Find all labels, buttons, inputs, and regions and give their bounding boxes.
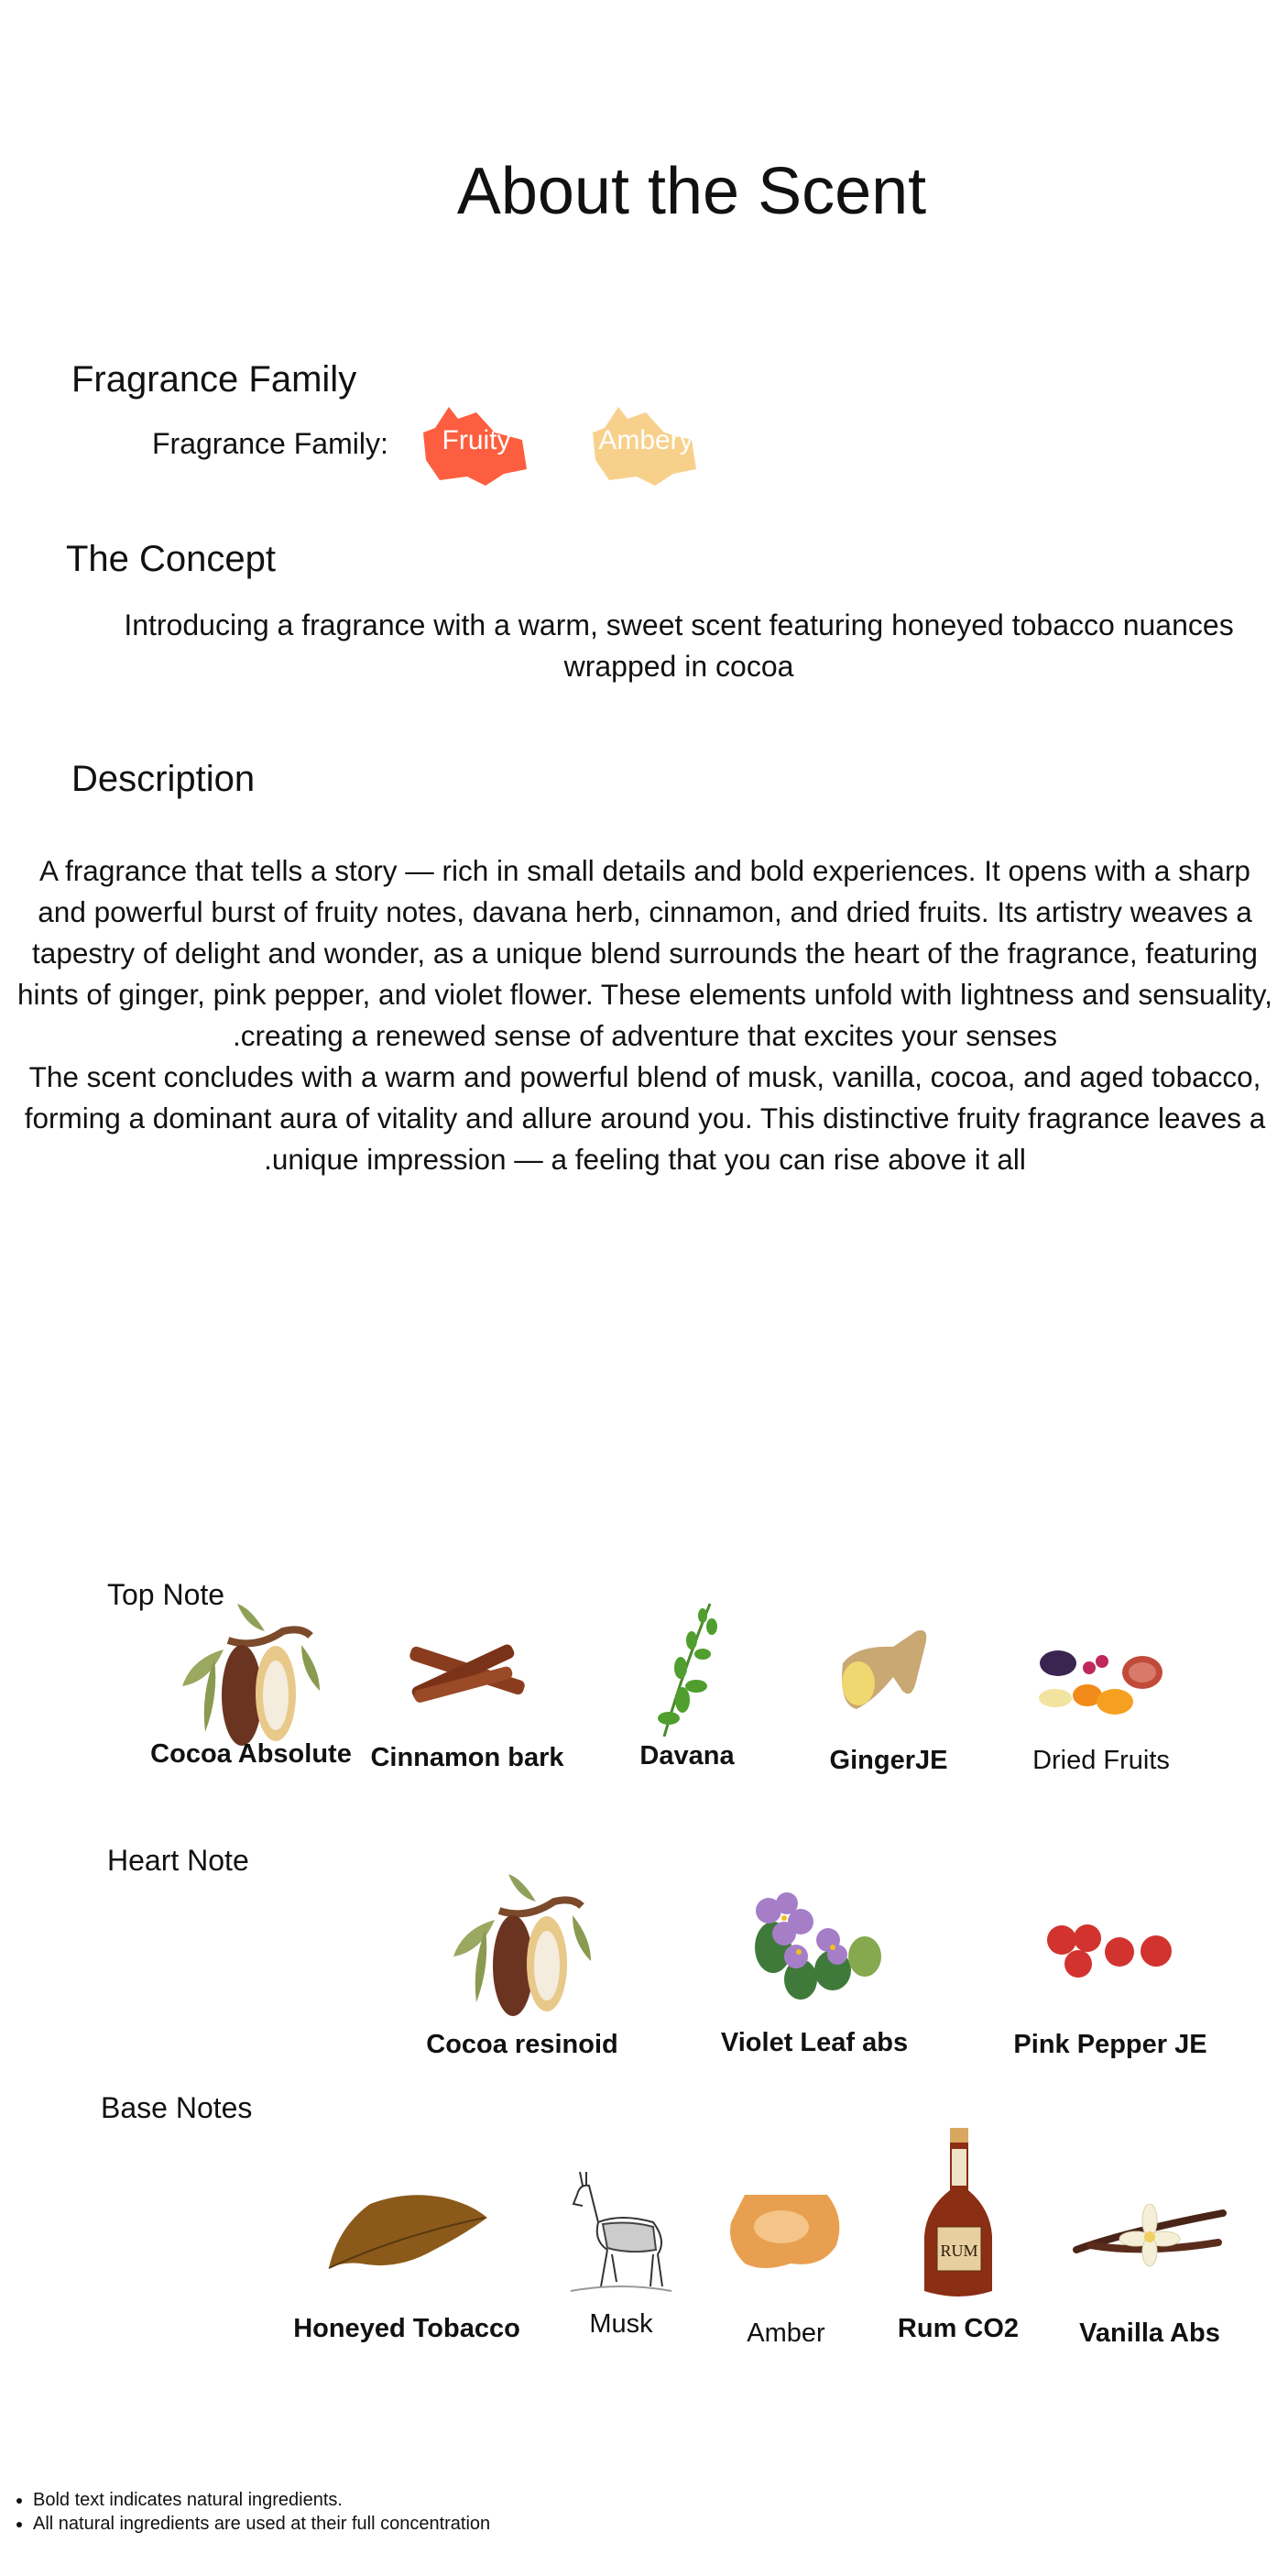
note-item: Honeyed Tobacco <box>297 2190 517 2273</box>
davana-herb-icon <box>646 1599 728 1737</box>
note-item: Cocoa resinoid <box>412 1874 632 2021</box>
tag-ambery: Ambery <box>591 405 701 488</box>
concept-heading: The Concept <box>66 539 277 579</box>
fragrance-family-label: Fragrance Family: <box>152 427 388 460</box>
pink-pepper-icon <box>1042 1920 1179 1984</box>
tag-fruity: Fruity <box>421 405 531 488</box>
footnote: • All natural ingredients are used at their full concentration <box>33 2512 490 2536</box>
note-item: Cinnamon bark <box>357 1631 577 1714</box>
note-item: Vanilla Abs <box>1040 2204 1260 2268</box>
tobacco-leaf-icon <box>324 2190 489 2273</box>
description-text <box>13 850 1277 1180</box>
rum-bottle-icon <box>917 2126 999 2300</box>
base-note-heading: Base Notes <box>101 2091 253 2124</box>
footnote: • Bold text indicates natural ingredients. <box>33 2488 490 2512</box>
description-heading: Description <box>71 759 256 799</box>
description-paragraph: The scent concludes with a warm and powerful blend of musk, vanilla, cocoa, and aged tobacco, forming a dominant aura of vitality and allure around you. This distinctive fruity fragrance leaves a unique impression — a feeling that you can rise above it all. <box>24 1060 1266 1176</box>
rum-label-text: RUM <box>940 2242 978 2260</box>
dried-fruits-icon <box>1032 1645 1170 1718</box>
note-item: Cocoa Absolute <box>141 1604 361 1750</box>
amber-stone-icon <box>726 2190 846 2273</box>
musk-deer-icon <box>566 2167 676 2296</box>
note-item: Amber <box>676 2190 896 2273</box>
note-item: Violet Leaf abs <box>704 1883 924 2002</box>
violet-flower-icon <box>746 1883 883 2002</box>
vanilla-icon <box>1072 2204 1228 2268</box>
concept-text: Introducing a fragrance with a warm, sweet scent featuring honeyed tobacco nuances wrapped in cocoa <box>124 608 1234 683</box>
top-note-heading: Top Note <box>107 1578 225 1611</box>
page-title: About the Scent <box>456 155 927 228</box>
description-paragraph: A fragrance that tells a story — rich in small details and bold experiences. It opens with a sharp and powerful burst of fruity notes, davana herb, cinnamon, and dried fruits. Its artistry weaves a tapestry of delight and wonder, as a unique blend surrounds the heart of the fragrance, featuring hints of ginger, pink pepper, and violet flower. These elements unfold with lightness and sensuality, creating a renewed sense of adventure that excites your senses. <box>17 854 1272 1052</box>
note-item: Pink Pepper JE <box>1000 1920 1220 1984</box>
ginger-icon <box>829 1627 948 1718</box>
fragrance-family-heading: Fragrance Family <box>71 359 357 400</box>
cinnamon-icon <box>403 1631 531 1714</box>
note-item: RUM Rum CO2 <box>848 2126 1068 2300</box>
note-item: Musk <box>511 2167 731 2296</box>
note-item: Dried Fruits <box>991 1645 1211 1718</box>
heart-note-heading: Heart Note <box>107 1844 249 1877</box>
cocoa-pod-icon <box>444 1874 600 2021</box>
note-item: GingerJE <box>779 1627 999 1718</box>
footnotes <box>13 2488 490 2536</box>
cocoa-pod-icon <box>173 1604 329 1750</box>
note-item: Davana <box>577 1599 797 1737</box>
